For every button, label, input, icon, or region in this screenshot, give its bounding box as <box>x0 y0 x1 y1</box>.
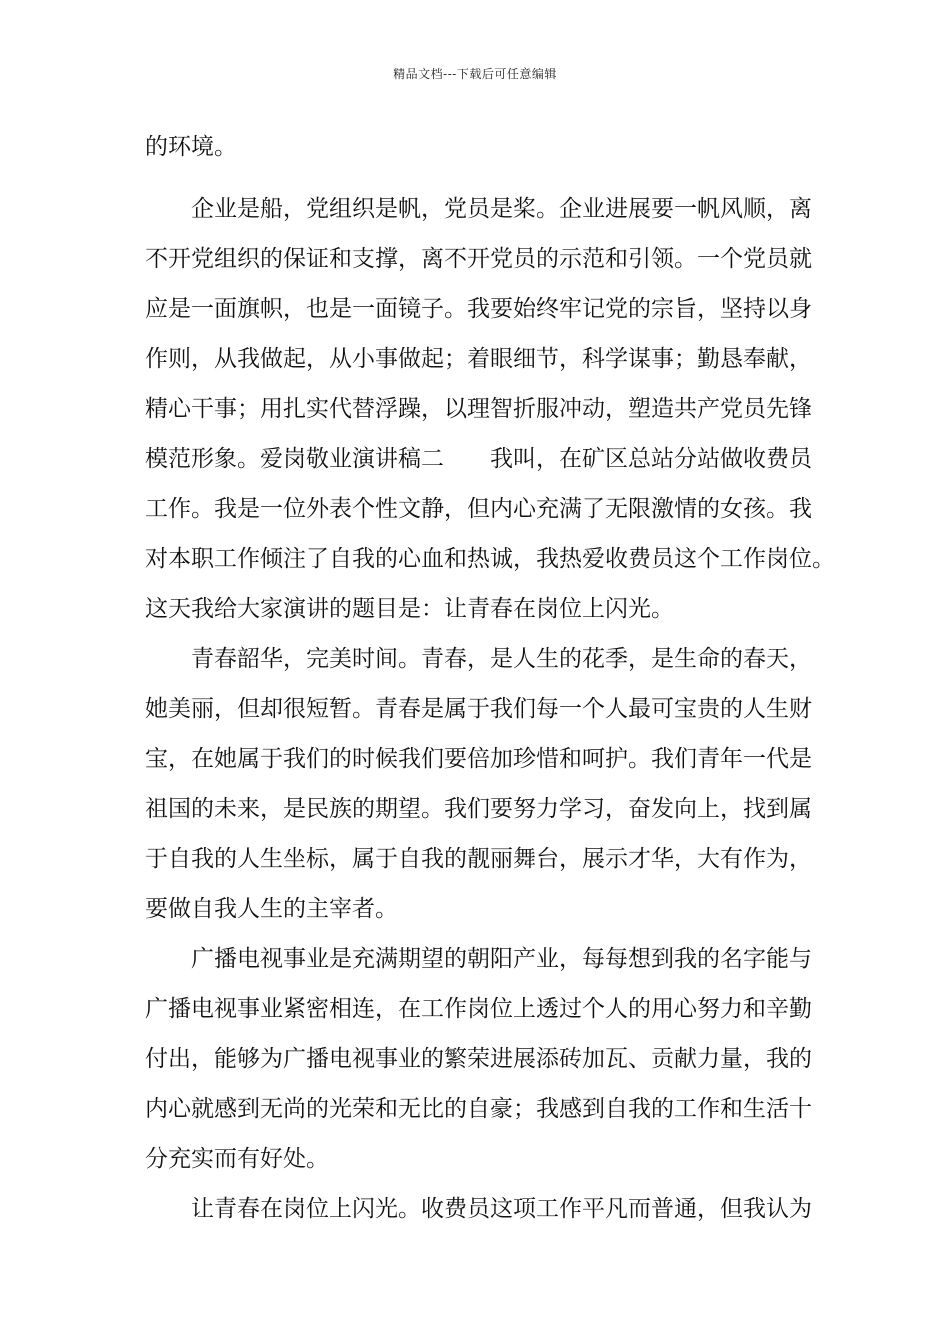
text-line: 广播电视事业紧密相连，在工作岗位上透过个人的用心努力和辛勤 <box>145 996 812 1022</box>
text-line: 内心就感到无尚的光荣和无比的自豪；我感到自我的工作和生活十 <box>145 1096 812 1122</box>
text-line: 广播电视事业是充满期望的朝阳产业，每每想到我的名字能与 <box>191 946 812 972</box>
text-line: 工作。我是一位外表个性文静，但内心充满了无限激情的女孩。我 <box>145 496 812 522</box>
text-line: 不开党组织的保证和支撑，离不开党员的示范和引领。一个党员就 <box>145 246 812 272</box>
text-line: 对本职工作倾注了自我的心血和热诚，我热爱收费员这个工作岗位。 <box>145 546 835 572</box>
text-line: 分充实而有好处。 <box>145 1146 329 1172</box>
page-header: 精品文档---下载后可任意编辑 <box>393 67 557 81</box>
text-line: 宝，在她属于我们的时候我们要倍加珍惜和呵护。我们青年一代是 <box>145 746 812 772</box>
text-line: 应是一面旗帜，也是一面镜子。我要始终牢记党的宗旨，坚持以身 <box>145 296 812 322</box>
document-body <box>145 130 835 1242</box>
text-line: 祖国的未来，是民族的期望。我们要努力学习，奋发向上，找到属 <box>145 796 812 822</box>
text-line: 模范形象。爱岗敬业演讲稿二 我叫，在矿区总站分站做收费员 <box>145 446 812 472</box>
text-line: 让青春在岗位上闪光。收费员这项工作平凡而普通，但我认为 <box>191 1196 812 1222</box>
text-line: 青春韶华，完美时间。青春，是人生的花季，是生命的春天， <box>191 646 812 672</box>
text-line: 精心干事；用扎实代替浮躁，以理智折服冲动，塑造共产党员先锋 <box>145 396 812 422</box>
text-line: 作则，从我做起，从小事做起；着眼细节，科学谋事；勤恳奉献， <box>145 346 812 372</box>
text-line: 这天我给大家演讲的题目是：让青春在岗位上闪光。 <box>145 596 674 622</box>
text-line: 的环境。 <box>145 134 237 160</box>
text-line: 她美丽，但却很短暂。青春是属于我们每一个人最可宝贵的人生财 <box>145 696 812 722</box>
text-line: 于自我的人生坐标，属于自我的靓丽舞台，展示才华，大有作为， <box>145 846 812 872</box>
text-line: 企业是船，党组织是帆，党员是桨。企业进展要一帆风顺，离 <box>191 196 812 222</box>
text-line: 要做自我人生的主宰者。 <box>145 896 398 922</box>
text-line: 付出，能够为广播电视事业的繁荣进展添砖加瓦、贡献力量，我的 <box>145 1046 812 1072</box>
